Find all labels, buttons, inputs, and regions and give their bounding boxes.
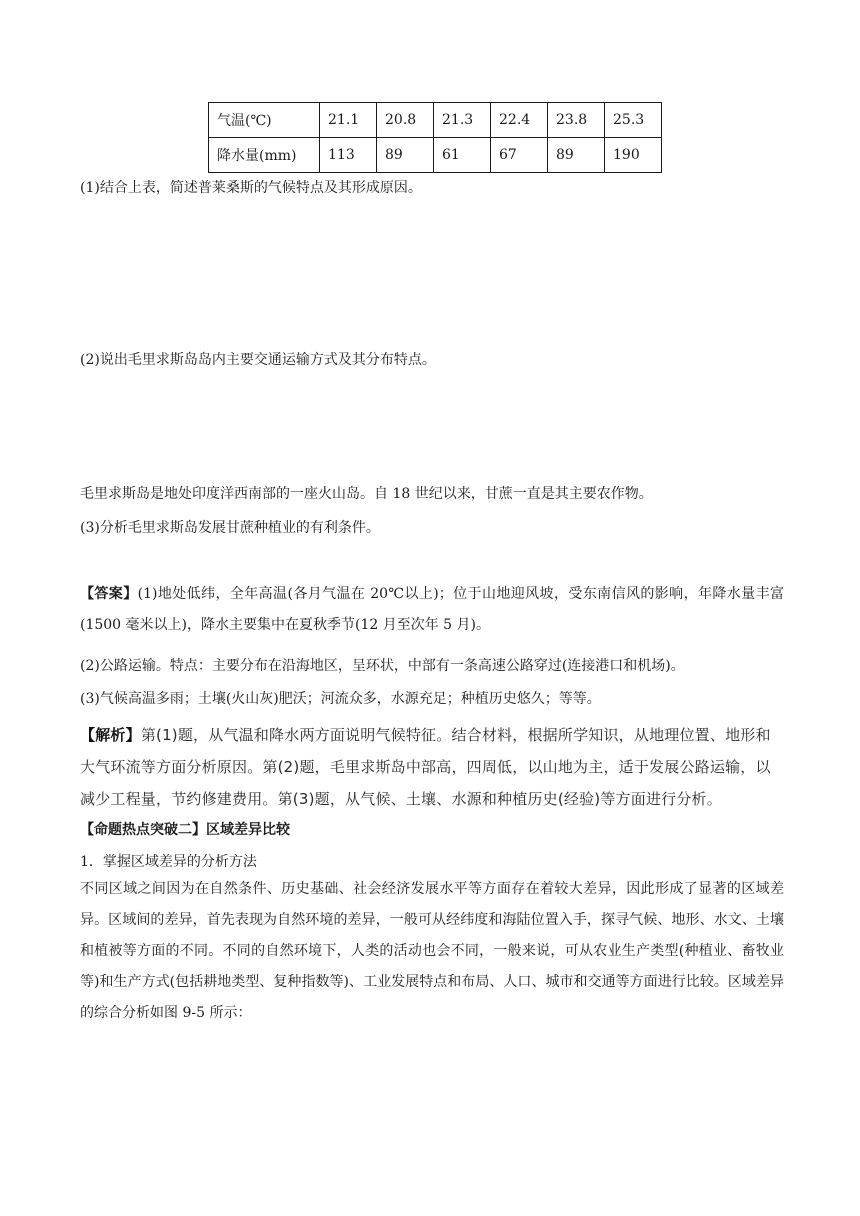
answer-1 [80, 579, 784, 641]
question-3: (3)分析毛里求斯岛发展甘蔗种植业的有利条件。 [80, 520, 380, 536]
table-cell: 23.8 [548, 103, 605, 138]
answer-2: (2)公路运输。特点：主要分布在沿海地区，呈环状，中部有一条高速公路穿过(连接港口和机场)。 [80, 658, 685, 674]
table-cell: 89 [377, 138, 434, 173]
table-cell: 67 [491, 138, 548, 173]
row-header: 气温(℃) [209, 103, 320, 138]
analysis-label: 【解析】 [80, 726, 141, 744]
row-header: 降水量(mm) [209, 138, 320, 173]
answer-3: (3)气候高温多雨；土壤(火山灰)肥沃；河流众多，水源充足；种植历史悠久；等等。 [80, 691, 601, 707]
question-2: (2)说出毛里求斯岛岛内主要交通运输方式及其分布特点。 [80, 352, 436, 368]
table-cell: 61 [434, 138, 491, 173]
climate-table [208, 102, 662, 173]
analysis-block [80, 719, 784, 815]
table-row [209, 138, 662, 173]
analysis-text: 第(1)题，从气温和降水两方面说明气候特征。结合材料，根据所学知识，从地理位置、地形和大气环流等方面分析原因。第(2)题，毛里求斯岛中部高，四周低，以山地为主，适于发展公路运输，以减少工程量，节约修建费用。第(3)题，从气候、土壤、水源和种植历史(经验)等方面进行分析。 [80, 726, 771, 808]
table-cell: 21.1 [320, 103, 377, 138]
table-cell: 25.3 [605, 103, 662, 138]
hotspot-title: 区域差异比较 [206, 822, 290, 838]
table-cell: 20.8 [377, 103, 434, 138]
material-intro: 毛里求斯岛是地处印度洋西南部的一座火山岛。自 18 世纪以来，甘蔗一直是其主要农作物。 [80, 486, 653, 502]
section-heading: 1．掌握区域差异的分析方法 [80, 854, 257, 870]
table-row [209, 103, 662, 138]
answer-label: 【答案】 [80, 586, 138, 602]
table-cell: 190 [605, 138, 662, 173]
table-cell: 89 [548, 138, 605, 173]
answer-1-text: (1)地处低纬，全年高温(各月气温在 20℃以上)；位于山地迎风坡，受东南信风的影响，年降水量丰富(1500 毫米以上)，降水主要集中在夏秋季节(12 月至次年 5 月)。 [80, 586, 784, 633]
hotspot-label: 【命题热点突破二】 [80, 822, 206, 838]
hotspot-heading [80, 820, 290, 840]
table-cell: 113 [320, 138, 377, 173]
table-cell: 22.4 [491, 103, 548, 138]
table-cell: 21.3 [434, 103, 491, 138]
section-body: 不同区域之间因为在自然条件、历史基础、社会经济发展水平等方面存在着较大差异，因此形成了显著的区域差异。区域间的差异，首先表现为自然环境的差异，一般可从经纬度和海陆位置入手，探寻气候、地形、水文、土壤和植被等方面的不同。不同的自然环境下，人类的活动也会不同，一般来说，可从农业生产类型(种植业、畜牧业等)和生产方式(包括耕地类型、复种指数等)、工业发展特点和布局、人口、城市和交通等方面进行比较。区域差异的综合分析如图 9-5 所示： [80, 881, 784, 1021]
question-1: (1)结合上表，简述普莱桑斯的气候特点及其形成原因。 [80, 180, 422, 196]
